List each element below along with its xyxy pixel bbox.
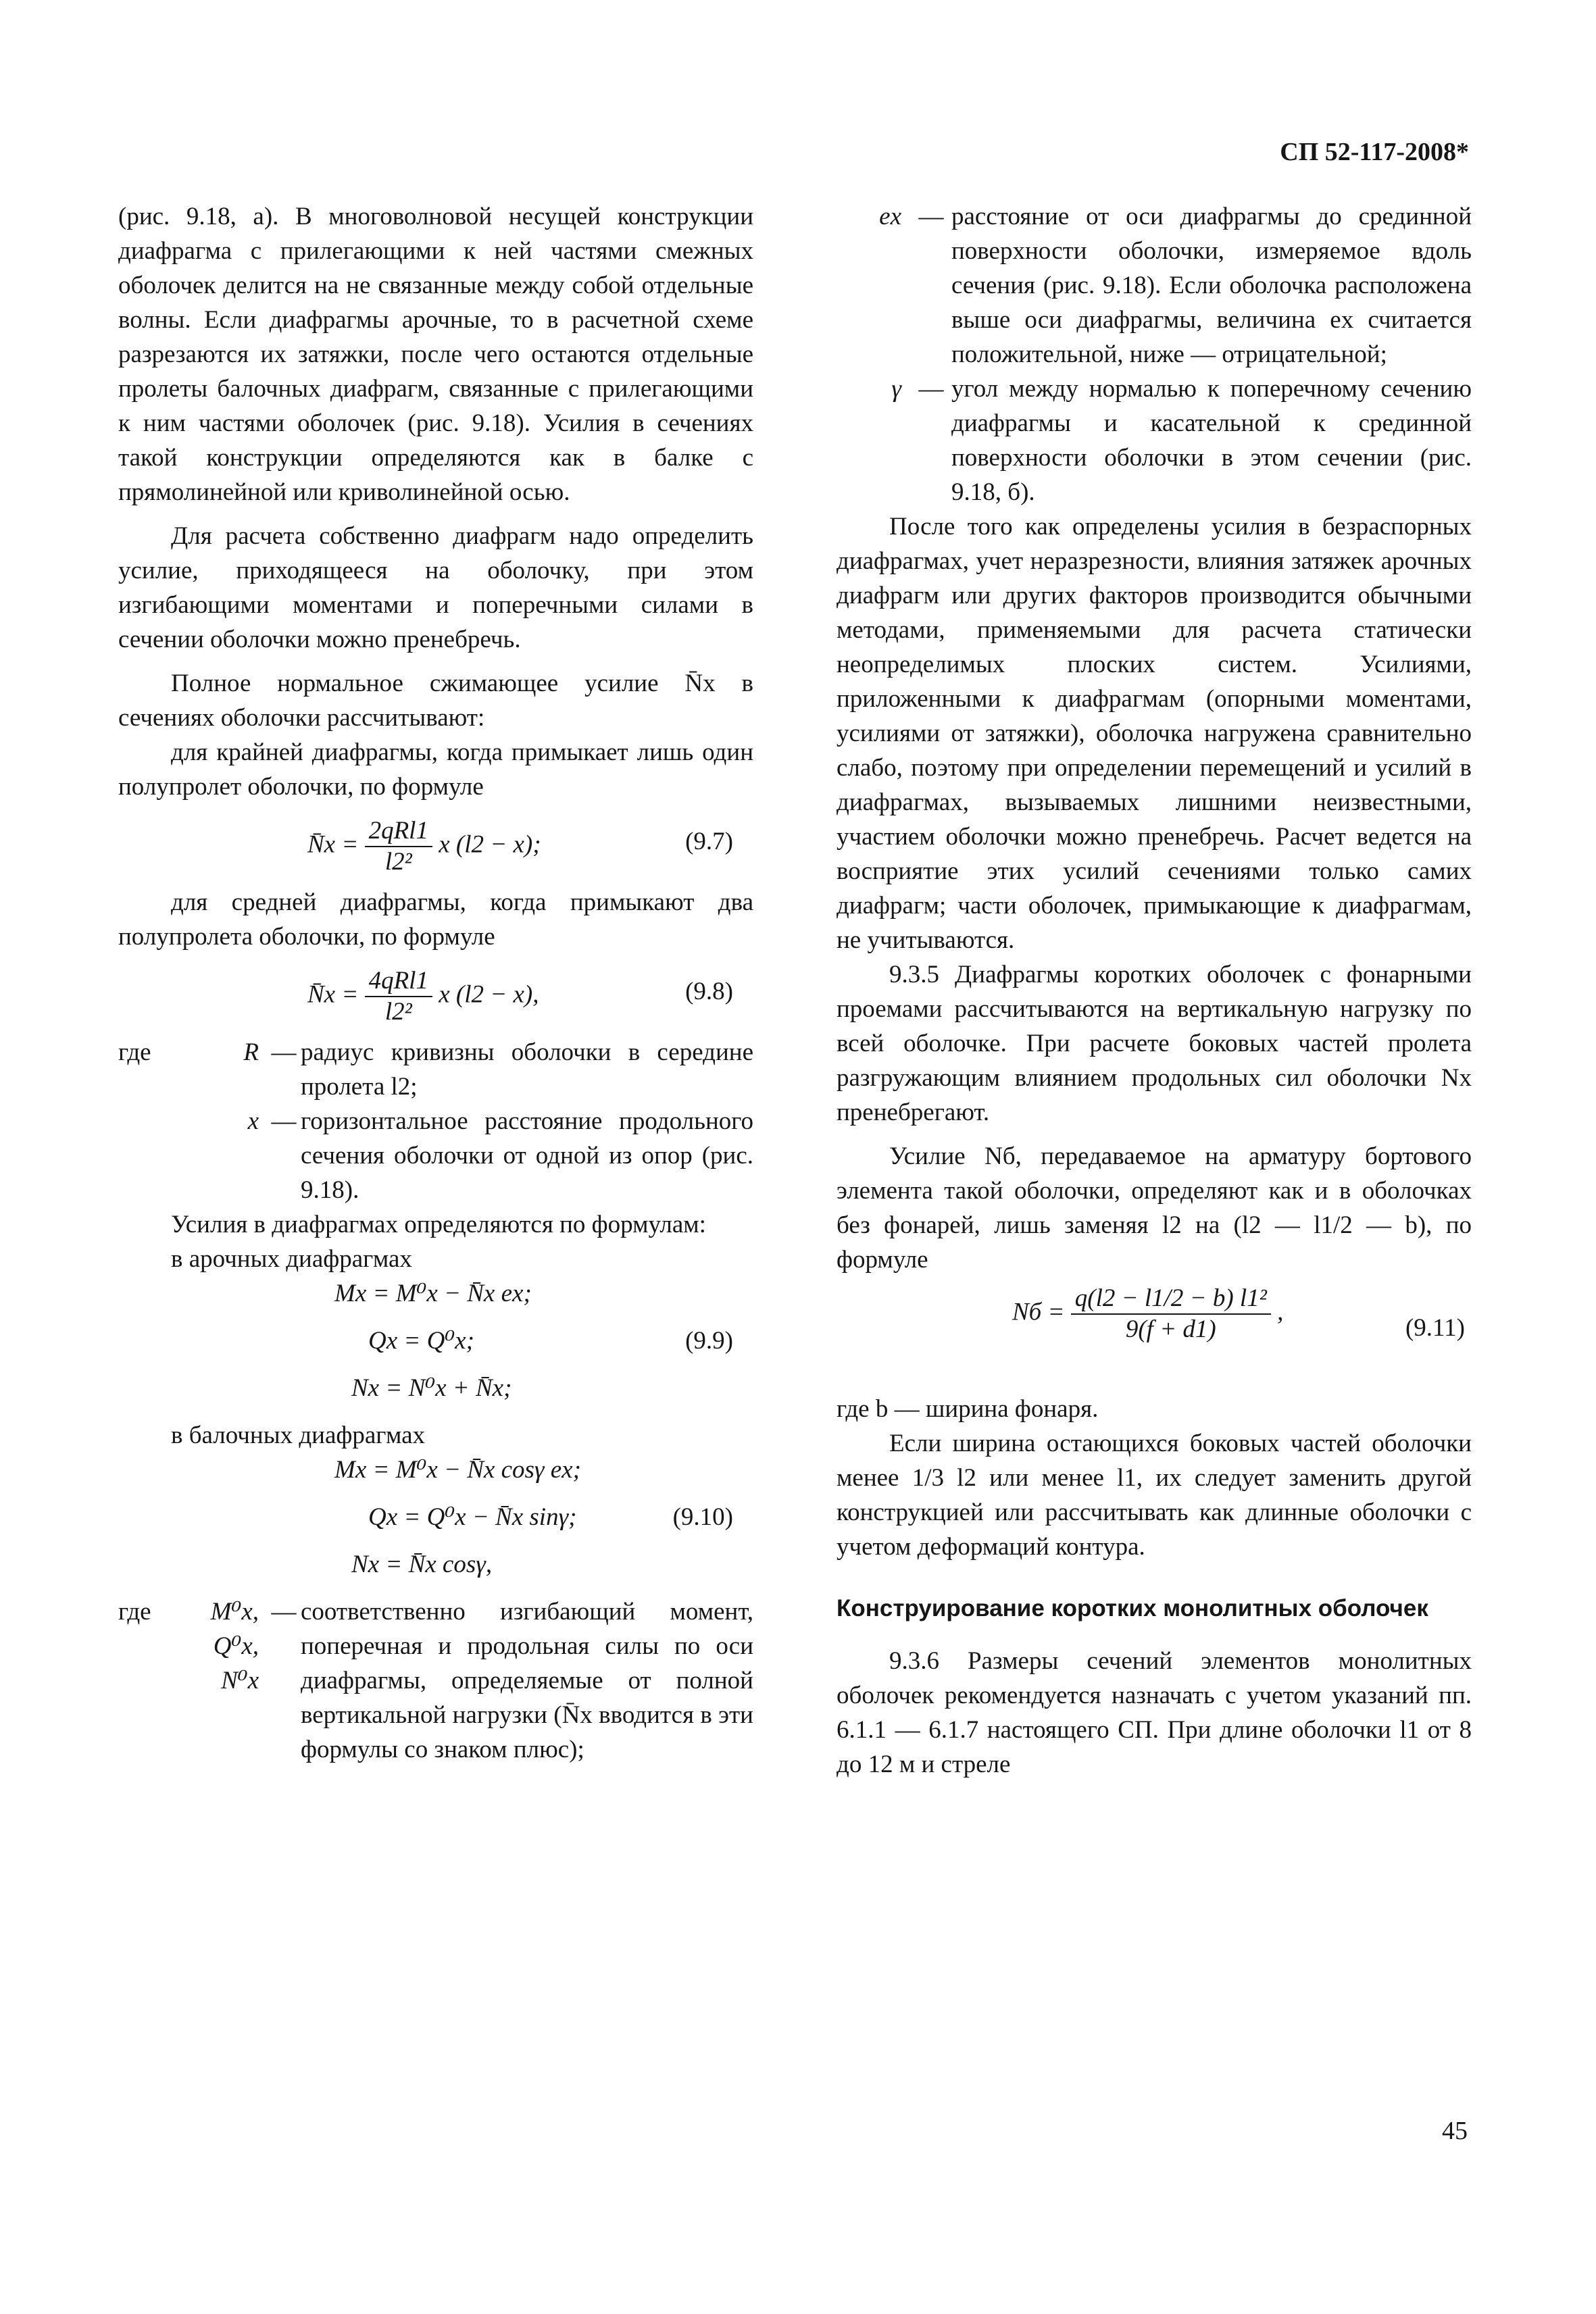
definition-list xyxy=(118,1594,753,1767)
definition-symbol: M⁰x, Q⁰x, N⁰x xyxy=(210,1598,259,1694)
definition-dash: — xyxy=(271,1038,297,1066)
definition-symbol: R xyxy=(243,1038,259,1066)
paragraph: (рис. 9.18, а). В многоволновой несущей конструкции диафрагма с прилегающими к ней частями смежных оболочек делится на не связанные между собой отдельные волны. Если диафрагмы арочные, то в расчетной схеме разрезаются их затяжки, после чего остаются отдельные пролеты балочных диафрагм, связанные с прилегающими к ним частями оболочек (рис. 9.18). Усилия в сечениях такой конструкции определяются как в балке с прямолинейной или криволинейной осью. xyxy=(118,203,753,506)
formula-line: Qx = Q⁰x − N̄x sinγ; xyxy=(368,1503,577,1531)
paragraph: в балочных диафрагмах xyxy=(171,1422,426,1449)
document-code: СП 52-117-2008* xyxy=(1280,138,1469,166)
formula-line: Qx = Q⁰x; xyxy=(368,1327,474,1355)
definition-dash: — xyxy=(271,1598,297,1626)
paragraph: 9.3.6 Размеры сечений элементов монолитных оболочек рекомендуется назначать с учетом указаний пп. 6.1.1 — 6.1.7 настоящего СП. При длине оболочки l1 от 8 до 12 м и стреле xyxy=(837,1647,1472,1778)
fraction-numerator: 2qRl1 xyxy=(365,816,432,847)
fraction xyxy=(365,966,432,1027)
definition-dash: — xyxy=(918,203,944,230)
fraction-denominator: 9(f + d1) xyxy=(1125,1315,1216,1343)
definition-list xyxy=(837,199,1472,509)
paragraph: Усилие Nб, передаваемое на арматуру бортового элемента такой оболочки, определяют как и в оболочках без фонарей, лишь заменяя l2 на (l2 — l1/2 — b), по формуле xyxy=(837,1142,1472,1274)
definition-text: угол между нормалью к поперечному сечению диафрагмы и касательной к срединной поверхности оболочки в этом сечении (рис. 9.18, б). xyxy=(951,375,1472,506)
formula-9-10 xyxy=(118,1453,753,1594)
where-label: где xyxy=(118,1598,151,1626)
formula-line: Mx = M⁰x − N̄x cosγ ex; xyxy=(334,1456,581,1484)
paragraph: где b — ширина фонаря. xyxy=(837,1395,1099,1423)
formula-tail: , xyxy=(1277,1298,1284,1326)
where-label: где xyxy=(118,1038,151,1066)
formula-line: Nx = N⁰x + N̄x; xyxy=(351,1374,512,1402)
paragraph: Усилия в диафрагмах определяются по формулам: xyxy=(171,1211,706,1238)
formula-number: (9.10) xyxy=(672,1503,733,1531)
fraction-numerator: 4qRl1 xyxy=(365,966,432,997)
paragraph: для средней диафрагмы, когда примыкают два полупролета оболочки, по формуле xyxy=(118,888,753,951)
formula-9-11 xyxy=(837,1277,1472,1392)
definition-text: горизонтальное расстояние продольного сечения оболочки от одной из опор (рис. 9.18). xyxy=(301,1107,753,1204)
formula-9-9 xyxy=(118,1276,753,1418)
definition-dash: — xyxy=(918,375,944,403)
formula-lhs: N̄x = xyxy=(307,830,359,859)
fraction-denominator: l2² xyxy=(384,848,412,876)
paragraph: 9.3.5 Диафрагмы коротких оболочек с фонарными проемами рассчитываются на вертикальную нагрузку по всей оболочке. При расчете боковых частей пролета разгружающим влиянием продольных сил оболочки Nx пренебрегают. xyxy=(837,961,1472,1126)
formula-rhs: x (l2 − x), xyxy=(439,980,539,1009)
formula-9-7 xyxy=(118,804,753,885)
definition-symbol: γ xyxy=(891,375,901,403)
formula-9-8 xyxy=(118,954,753,1035)
definition-text: соответственно изгибающий момент, поперечная и продольная силы по оси диафрагмы, определяемые от полной вертикальной нагрузки (N̄x вводится в эти формулы со знаком плюс); xyxy=(301,1598,753,1763)
paragraph: Если ширина остающихся боковых частей оболочки менее 1/3 l2 или менее l1, их следует заменить другой конструкцией или рассчитывать как длинные оболочки с учетом деформаций контура. xyxy=(837,1430,1472,1561)
paragraph: Для расчета собственно диафрагм надо определить усилие, приходящееся на оболочку, при этом изгибающими моментами и поперечными силами в сечении оболочки можно пренебречь. xyxy=(118,522,753,653)
right-column xyxy=(837,199,1472,1782)
paragraph: После того как определены усилия в безраспорных диафрагмах, учет неразрезности, влияния затяжек арочных диафрагм или других факторов производится обычными методами, применяемыми для расчета статически неопределимых плоских систем. Усилиями, приложенными к диафрагмам (опорными моментами, усилиями от затяжки), оболочка нагружена сравнительно слабо, поэтому при определении перемещений и усилий в диафрагмах, вызываемых лишними неизвестными, участием оболочки можно пренебречь. Расчет ведется на восприятие этих усилий сечениями только самих диафрагм; части оболочек, примыкающие к диафрагмам, не учитываются. xyxy=(837,513,1472,954)
fraction-numerator: q(l2 − l1/2 − b) l1² xyxy=(1071,1284,1271,1315)
page-number: 45 xyxy=(1442,2117,1468,2145)
formula-number: (9.8) xyxy=(685,978,733,1005)
fraction-denominator: l2² xyxy=(384,998,412,1026)
definition-dash: — xyxy=(271,1107,297,1135)
paragraph: Полное нормальное сжимающее усилие N̄x в сечениях оболочки рассчитывают: xyxy=(118,670,753,732)
fraction xyxy=(365,816,432,877)
definition-text: радиус кривизны оболочки в середине пролета l2; xyxy=(301,1038,753,1101)
definition-symbol: x xyxy=(247,1107,259,1135)
formula-rhs: x (l2 − x); xyxy=(439,830,541,859)
formula-number: (9.7) xyxy=(685,828,733,855)
formula-lhs: Nб = xyxy=(1012,1298,1065,1326)
definition-symbol: ex xyxy=(879,203,901,230)
formula-line: Mx = M⁰x − N̄x ex; xyxy=(334,1280,532,1307)
definition-list xyxy=(118,1035,753,1207)
section-heading: Конструирование коротких монолитных оболочек xyxy=(837,1595,1428,1621)
fraction xyxy=(1071,1284,1271,1344)
formula-lhs: N̄x = xyxy=(307,980,359,1009)
paragraph: для крайней диафрагмы, когда примыкает лишь один полупролет оболочки, по формуле xyxy=(118,738,753,801)
definition-text: расстояние от оси диафрагмы до срединной поверхности оболочки, измеряемое вдоль сечения (рис. 9.18). Если оболочка расположена выше оси диафрагмы, величина ex считается положительной, ниже — отрицательной; xyxy=(951,203,1472,368)
formula-number: (9.11) xyxy=(1405,1314,1465,1342)
left-column xyxy=(118,199,753,1767)
paragraph: в арочных диафрагмах xyxy=(171,1245,412,1273)
formula-number: (9.9) xyxy=(685,1327,733,1355)
formula-line: Nx = N̄x cosγ, xyxy=(351,1551,493,1578)
